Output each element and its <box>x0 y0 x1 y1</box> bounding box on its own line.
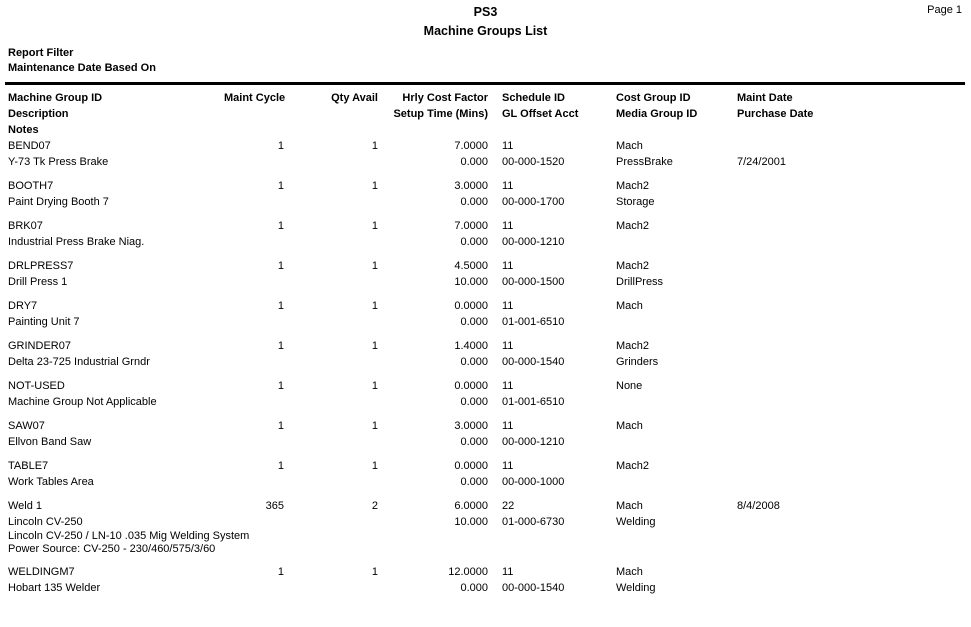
row-line-2 <box>8 274 963 290</box>
cell-maint-date <box>737 378 963 394</box>
cell-description: Machine Group Not Applicable <box>8 396 157 408</box>
cell-gl-offset-acct: 01-001-6510 <box>502 396 565 408</box>
cell-qty-avail: 2 <box>371 500 378 512</box>
cell-setup-time: 0.000 <box>460 196 488 208</box>
cell-hrly-cost-factor: 0.0000 <box>454 380 488 392</box>
cell-qty-avail: 1 <box>371 180 378 192</box>
col-maint-cycle: Maint Cycle <box>224 92 286 104</box>
cell-hrly-cost-factor: 3.0000 <box>454 180 488 192</box>
row-line-1 <box>8 178 963 194</box>
cell-maint-cycle: 1 <box>277 420 284 432</box>
table-row <box>8 458 963 490</box>
cell-media-group-id: DrillPress <box>616 276 664 288</box>
row-line-1 <box>8 378 963 394</box>
cell-purchase-date <box>737 314 963 330</box>
row-line-1 <box>8 218 963 234</box>
col-notes: Notes <box>8 124 39 136</box>
cell-setup-time: 0.000 <box>460 436 488 448</box>
cell-machine-group-id: GRINDER07 <box>8 340 71 352</box>
cell-media-group-id <box>616 234 737 250</box>
cell-gl-offset-acct: 00-000-1700 <box>502 196 565 208</box>
table-row <box>8 138 963 170</box>
table-row <box>8 298 963 330</box>
cell-gl-offset-acct: 01-000-6730 <box>502 516 565 528</box>
cell-notes <box>8 530 963 556</box>
table-row <box>8 564 963 596</box>
cell-maint-date <box>737 338 963 354</box>
cell-description: Painting Unit 7 <box>8 316 80 328</box>
cell-maint-date <box>737 298 963 314</box>
cell-media-group-id: Welding <box>616 516 656 528</box>
cell-setup-time: 0.000 <box>460 356 488 368</box>
cell-qty-avail: 1 <box>371 460 378 472</box>
cell-machine-group-id: Weld 1 <box>8 500 43 512</box>
cell-machine-group-id: DRLPRESS7 <box>8 260 74 272</box>
report-filter-value: Maintenance Date Based On <box>8 62 156 74</box>
row-line-1 <box>8 138 963 154</box>
row-line-2 <box>8 514 963 530</box>
cell-cost-group-id: Mach2 <box>616 340 650 352</box>
cell-schedule-id: 22 <box>502 500 515 512</box>
cell-schedule-id: 11 <box>502 460 514 472</box>
cell-purchase-date <box>737 394 963 410</box>
row-line-1 <box>8 338 963 354</box>
page-header <box>0 0 971 41</box>
cell-hrly-cost-factor: 3.0000 <box>454 420 488 432</box>
cell-purchase-date: 7/24/2001 <box>737 156 786 168</box>
cell-cost-group-id: Mach <box>616 300 643 312</box>
page-number: Page 1 <box>927 4 962 16</box>
cell-qty-avail: 1 <box>371 380 378 392</box>
col-cost-group-id: Cost Group ID <box>616 92 691 104</box>
cell-purchase-date <box>737 514 963 530</box>
cell-media-group-id: Welding <box>616 582 656 594</box>
cell-media-group-id <box>616 394 737 410</box>
cell-cost-group-id: Mach2 <box>616 260 650 272</box>
cell-machine-group-id: BOOTH7 <box>8 180 54 192</box>
row-line-1 <box>8 564 963 580</box>
col-gl-offset-acct: GL Offset Acct <box>502 108 579 120</box>
cell-maint-cycle: 1 <box>277 260 284 272</box>
table-row <box>8 178 963 210</box>
cell-maint-date <box>737 458 963 474</box>
table-row <box>8 258 963 290</box>
cell-cost-group-id: Mach2 <box>616 460 650 472</box>
cell-hrly-cost-factor: 0.0000 <box>454 300 488 312</box>
cell-purchase-date <box>737 274 963 290</box>
row-line-1 <box>8 498 963 514</box>
cell-machine-group-id: BEND07 <box>8 140 51 152</box>
row-line-2 <box>8 580 963 596</box>
cell-machine-group-id: BRK07 <box>8 220 43 232</box>
cell-qty-avail: 1 <box>371 340 378 352</box>
cell-setup-time: 0.000 <box>460 396 488 408</box>
cell-maint-date <box>737 564 963 580</box>
col-hrly-cost-factor: Hrly Cost Factor <box>402 92 488 104</box>
cell-description: Delta 23-725 Industrial Grndr <box>8 356 150 368</box>
col-setup-time: Setup Time (Mins) <box>393 108 488 120</box>
cell-media-group-id <box>616 434 737 450</box>
cell-gl-offset-acct: 00-000-1540 <box>502 582 565 594</box>
table-row <box>8 498 963 556</box>
cell-maint-cycle: 1 <box>277 460 284 472</box>
cell-maint-cycle: 1 <box>277 220 284 232</box>
cell-purchase-date <box>737 354 963 370</box>
cell-qty-avail: 1 <box>371 300 378 312</box>
cell-schedule-id: 11 <box>502 566 514 578</box>
cell-maint-cycle: 1 <box>277 340 284 352</box>
table-row <box>8 378 963 410</box>
row-note: Power Source: CV-250 - 230/460/575/3/60 <box>8 543 216 555</box>
col-machine-group-id: Machine Group ID <box>8 92 103 104</box>
cell-purchase-date <box>737 474 963 490</box>
cell-qty-avail: 1 <box>371 140 378 152</box>
cell-schedule-id: 11 <box>502 260 514 272</box>
row-line-2 <box>8 154 963 170</box>
cell-description: Industrial Press Brake Niag. <box>8 236 145 248</box>
cell-description: Hobart 135 Welder <box>8 582 101 594</box>
cell-gl-offset-acct: 00-000-1540 <box>502 356 565 368</box>
cell-purchase-date <box>737 434 963 450</box>
cell-setup-time: 0.000 <box>460 316 488 328</box>
cell-maint-date <box>737 218 963 234</box>
cell-schedule-id: 11 <box>502 140 514 152</box>
cell-description: Work Tables Area <box>8 476 94 488</box>
cell-cost-group-id: None <box>616 380 643 392</box>
cell-schedule-id: 11 <box>502 340 514 352</box>
row-line-1 <box>8 258 963 274</box>
cell-gl-offset-acct: 00-000-1520 <box>502 156 565 168</box>
cell-maint-cycle: 1 <box>277 566 284 578</box>
row-line-2 <box>8 394 963 410</box>
col-media-group-id: Media Group ID <box>616 108 698 120</box>
cell-hrly-cost-factor: 6.0000 <box>454 500 488 512</box>
cell-schedule-id: 11 <box>502 220 514 232</box>
cell-hrly-cost-factor: 7.0000 <box>454 140 488 152</box>
cell-maint-date <box>737 178 963 194</box>
report-filter <box>0 46 971 76</box>
cell-setup-time: 0.000 <box>460 582 488 594</box>
cell-maint-date: 8/4/2008 <box>737 500 780 512</box>
column-header-line-1 <box>8 90 963 106</box>
cell-maint-date <box>737 418 963 434</box>
cell-setup-time: 0.000 <box>460 156 488 168</box>
column-headers <box>0 85 971 138</box>
col-purchase-date: Purchase Date <box>737 108 814 120</box>
row-line-1 <box>8 458 963 474</box>
cell-gl-offset-acct: 00-000-1210 <box>502 436 565 448</box>
cell-media-group-id: PressBrake <box>616 156 673 168</box>
cell-setup-time: 10.000 <box>454 516 488 528</box>
table-row <box>8 418 963 450</box>
report-filter-label: Report Filter <box>8 47 74 59</box>
cell-cost-group-id: Mach <box>616 140 643 152</box>
cell-description: Paint Drying Booth 7 <box>8 196 109 208</box>
cell-media-group-id: Storage <box>616 196 655 208</box>
col-description: Description <box>8 108 69 120</box>
cell-qty-avail: 1 <box>371 420 378 432</box>
cell-purchase-date <box>737 194 963 210</box>
cell-machine-group-id: TABLE7 <box>8 460 49 472</box>
cell-gl-offset-acct: 00-000-1000 <box>502 476 565 488</box>
cell-media-group-id <box>616 314 737 330</box>
cell-cost-group-id: Mach <box>616 500 643 512</box>
cell-cost-group-id: Mach2 <box>616 220 650 232</box>
cell-gl-offset-acct: 00-000-1210 <box>502 236 565 248</box>
table-row <box>8 338 963 370</box>
cell-machine-group-id: DRY7 <box>8 300 38 312</box>
cell-hrly-cost-factor: 7.0000 <box>454 220 488 232</box>
cell-description: Y-73 Tk Press Brake <box>8 156 109 168</box>
cell-schedule-id: 11 <box>502 380 514 392</box>
cell-qty-avail: 1 <box>371 260 378 272</box>
row-line-2 <box>8 354 963 370</box>
col-schedule-id: Schedule ID <box>502 92 565 104</box>
cell-media-group-id: Grinders <box>616 356 659 368</box>
cell-maint-date <box>737 138 963 154</box>
cell-purchase-date <box>737 580 963 596</box>
cell-schedule-id: 11 <box>502 180 514 192</box>
cell-setup-time: 10.000 <box>454 276 488 288</box>
cell-purchase-date <box>737 234 963 250</box>
cell-hrly-cost-factor: 1.4000 <box>454 340 488 352</box>
column-header-line-2 <box>8 106 963 122</box>
cell-cost-group-id: Mach <box>616 566 643 578</box>
cell-maint-date <box>737 258 963 274</box>
cell-schedule-id: 11 <box>502 420 514 432</box>
row-line-1 <box>8 418 963 434</box>
cell-machine-group-id: WELDINGM7 <box>8 566 75 578</box>
cell-maint-cycle: 1 <box>277 180 284 192</box>
report-title: PS3 <box>473 5 498 19</box>
cell-hrly-cost-factor: 12.0000 <box>448 566 488 578</box>
cell-machine-group-id: NOT-USED <box>8 380 65 392</box>
cell-gl-offset-acct: 00-000-1500 <box>502 276 565 288</box>
cell-hrly-cost-factor: 4.5000 <box>454 260 488 272</box>
cell-setup-time: 0.000 <box>460 476 488 488</box>
cell-qty-avail: 1 <box>371 220 378 232</box>
report-rows <box>0 138 971 596</box>
cell-maint-cycle: 1 <box>277 140 284 152</box>
cell-machine-group-id: SAW07 <box>8 420 45 432</box>
row-line-2 <box>8 234 963 250</box>
row-note: Lincoln CV-250 / LN-10 .035 Mig Welding System <box>8 530 250 542</box>
col-maint-date: Maint Date <box>737 92 793 104</box>
report-subtitle: Machine Groups List <box>423 24 548 38</box>
table-row <box>8 218 963 250</box>
cell-gl-offset-acct: 01-001-6510 <box>502 316 565 328</box>
cell-maint-cycle: 365 <box>265 500 284 512</box>
cell-description: Lincoln CV-250 <box>8 516 83 528</box>
cell-media-group-id <box>616 474 737 490</box>
row-line-1 <box>8 298 963 314</box>
cell-cost-group-id: Mach2 <box>616 180 650 192</box>
cell-schedule-id: 11 <box>502 300 514 312</box>
cell-description: Drill Press 1 <box>8 276 68 288</box>
cell-description: Ellvon Band Saw <box>8 436 92 448</box>
cell-cost-group-id: Mach <box>616 420 643 432</box>
row-line-2 <box>8 194 963 210</box>
cell-setup-time: 0.000 <box>460 236 488 248</box>
row-line-2 <box>8 434 963 450</box>
cell-qty-avail: 1 <box>371 566 378 578</box>
row-line-2 <box>8 474 963 490</box>
cell-hrly-cost-factor: 0.0000 <box>454 460 488 472</box>
cell-maint-cycle: 1 <box>277 380 284 392</box>
col-qty-avail: Qty Avail <box>331 92 378 104</box>
cell-maint-cycle: 1 <box>277 300 284 312</box>
row-line-2 <box>8 314 963 330</box>
